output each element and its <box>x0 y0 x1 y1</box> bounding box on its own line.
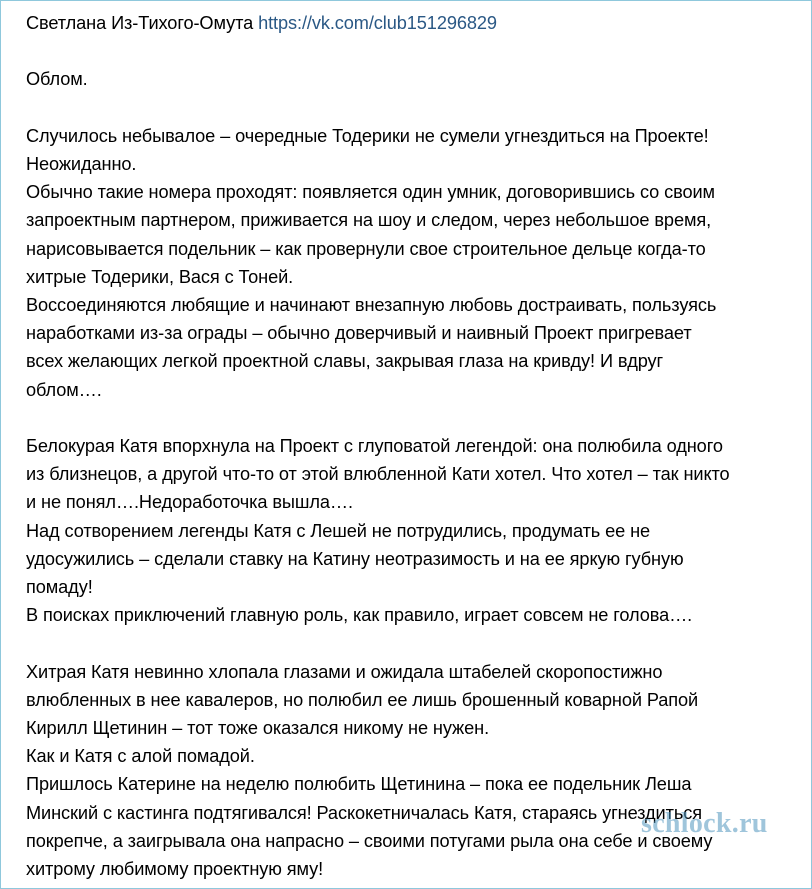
spacer <box>26 404 806 432</box>
text-line: Обычно такие номера проходят: появляется один умник, договорившись со своим <box>26 182 715 203</box>
text-line: Неожиданно. <box>26 153 137 174</box>
text-line: влюбленных в нее кавалеров, но полюбил ее лишь брошенный коварной Рапой <box>26 689 699 710</box>
text-line: Белокурая Катя впорхнула на Проект с глуповатой легендой: она полюбила одного <box>26 436 723 456</box>
text-line: наработками из-за ограды – обычно доверчивый и наивный Проект пригревает <box>26 323 692 344</box>
text-line: облом…. <box>26 379 102 400</box>
text-line: и не понял….Недоработочка вышла…. <box>26 492 353 513</box>
post-body <box>26 9 806 883</box>
text-line: запроектным партнером, приживается на шоу и следом, через небольшое время, <box>26 210 712 231</box>
author-name: Светлана Из-Тихого-Омута <box>26 13 254 33</box>
text-line: нарисовывается подельник – как провернули свое строительное дельце когда-то <box>26 238 706 259</box>
paragraph-1 <box>26 122 806 404</box>
text-line: хитрому любимому проектную яму! <box>26 859 324 880</box>
post-title: Облом. <box>26 69 88 90</box>
club-link[interactable]: https://vk.com/club151296829 <box>258 13 497 33</box>
spacer <box>26 629 806 657</box>
text-line: Воссоединяются любящие и начинают внезапную любовь достраивать, пользуясь <box>26 295 717 315</box>
text-line: хитрые Тодерики, Вася с Тоней. <box>26 266 294 287</box>
text-line: всех желающих легкой проектной славы, закрывая глаза на кривду! И вдруг <box>26 351 664 372</box>
text-line: удосужились – сделали ставку на Катину неотразимость и на ее яркую губную <box>26 548 684 569</box>
spacer <box>26 94 806 122</box>
text-line: из близнецов, а другой что-то от этой влюбленной Кати хотел. Что хотел – так никто <box>26 464 730 485</box>
text-line: покрепче, а заигрывала она напрасно – своими потугами рыла она себе и своему <box>26 830 713 851</box>
author-line <box>26 9 806 37</box>
text-line: Над сотворением легенды Катя с Лешей не потрудились, продумать ее не <box>26 520 651 541</box>
text-line: Хитрая Катя невинно хлопала глазами и ожидала штабелей скоропостижно <box>26 661 663 682</box>
site-watermark: schlock.ru <box>641 808 768 839</box>
text-line: Случилось небывалое – очередные Тодерики не сумели угнездиться на Проекте! <box>26 125 709 146</box>
text-line: В поисках приключений главную роль, как правило, играет совсем не голова…. <box>26 605 693 626</box>
text-line: Пришлось Катерине на неделю полюбить Щетинина – пока ее подельник Леша <box>26 774 692 795</box>
paragraph-2 <box>26 432 806 629</box>
text-line: помаду! <box>26 577 93 598</box>
text-line: Как и Катя с алой помадой. <box>26 746 255 767</box>
text-line: Минский с кастинга подтягивался! Раскокетничалась Катя, стараясь угнездиться <box>26 802 702 823</box>
spacer <box>26 37 806 65</box>
text-line: Кирилл Щетинин – тот тоже оказался никому не нужен. <box>26 718 490 739</box>
paragraph-3 <box>26 658 806 884</box>
